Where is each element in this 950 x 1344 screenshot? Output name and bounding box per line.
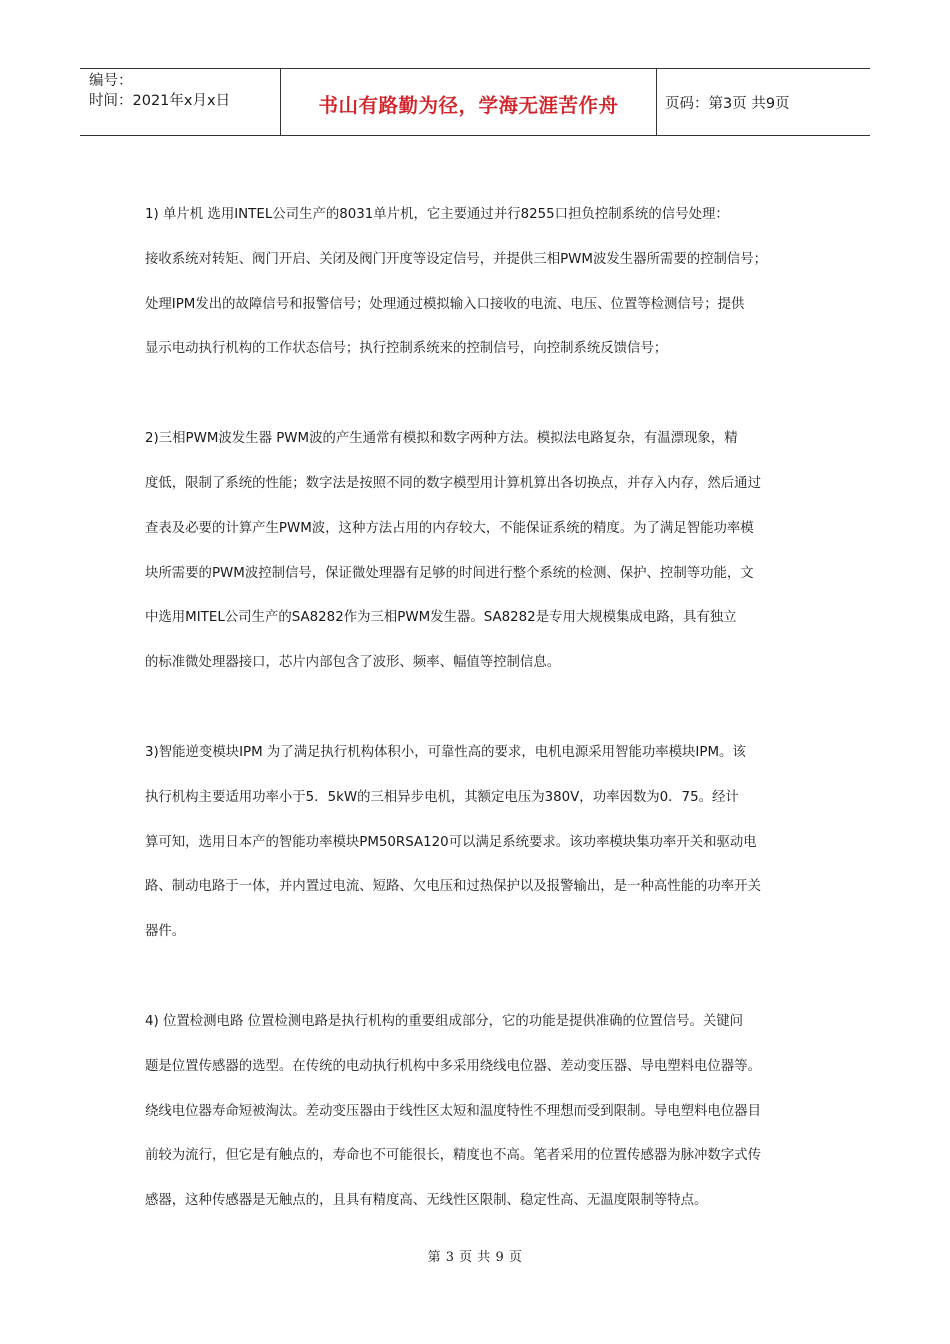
text-line: 块所需要的PWM波控制信号，保证微处理器有足够的时间进行整个系统的检测、保护、控制等功能，文 xyxy=(145,565,754,581)
document-number-label: 编号： xyxy=(89,73,133,89)
paragraph-microcontroller xyxy=(145,200,810,379)
page-footer: 第 3 页 共 9 页 xyxy=(427,1250,523,1265)
text-line: 绕线电位器寿命短被淘汰。差动变压器由于线性区太短和温度特性不理想而受到限制。导电塑料电位器目 xyxy=(145,1103,761,1119)
header-meta xyxy=(80,69,281,135)
document-body xyxy=(145,200,810,1276)
text-line: 中选用MITEL公司生产的SA8282作为三相PWM发生器。SA8282是专用大规模集成电路，具有独立 xyxy=(145,610,737,626)
text-line: 度低，限制了系统的性能；数字法是按照不同的数字模型用计算机算出各切换点，并存入内存，然后通过 xyxy=(145,475,761,491)
text-line: 接收系统对转矩、阀门开启、关闭及阀门开度等设定信号，并提供三相PWM波发生器所需要的控制信号； xyxy=(145,251,768,267)
text-line: 的标准微处理器接口，芯片内部包含了波形、频率、幅值等控制信息。 xyxy=(145,655,561,671)
document-time-label: 时间：2021年x月x日 xyxy=(89,93,231,109)
text-line: 路、制动电路于一体，并内置过电流、短路、欠电压和过热保护以及报警输出，是一种高性能的功率开关 xyxy=(145,879,761,895)
text-line: 执行机构主要适用功率小于5．5kW的三相异步电机，其额定电压为380V，功率因数为0．75。经计 xyxy=(145,789,739,805)
text-line: 器件。 xyxy=(145,924,186,940)
paragraph-pwm-generator xyxy=(145,424,810,693)
header-motto: 书山有路勤为径，学海无涯苦作舟 xyxy=(281,69,657,135)
text-line: 2)三相PWM波发生器 PWM波的产生通常有模拟和数字两种方法。模拟法电路复杂，有温漂现象，精 xyxy=(145,431,738,447)
paragraph-position-detection xyxy=(145,1007,810,1231)
text-line: 显示电动执行机构的工作状态信号；执行控制系统来的控制信号，向控制系统反馈信号； xyxy=(145,341,668,357)
text-line: 3)智能逆变模块IPM 为了满足执行机构体积小，可靠性高的要求，电机电源采用智能功率模块IPM。该 xyxy=(145,744,746,760)
header-page-info: 页码：第3页 共9页 xyxy=(665,95,790,112)
text-line: 算可知，选用日本产的智能功率模块PM50RSA120可以满足系统要求。该功率模块集功率开关和驱动电 xyxy=(145,834,757,850)
text-line: 感器，这种传感器是无触点的，且具有精度高、无线性区限制、稳定性高、无温度限制等特点。 xyxy=(145,1193,708,1209)
text-line: 4) 位置检测电路 位置检测电路是执行机构的重要组成部分，它的功能是提供准确的位置信号。关键问 xyxy=(145,1013,744,1029)
text-line: 处理IPM发出的故障信号和报警信号；处理通过模拟输入口接收的电流、电压、位置等检测信号；提供 xyxy=(145,296,745,312)
text-line: 1) 单片机 选用INTEL公司生产的8031单片机，它主要通过并行8255口担负控制系统的信号处理： xyxy=(145,207,729,222)
text-line: 前较为流行，但它是有触点的，寿命也不可能很长，精度也不高。笔者采用的位置传感器为脉冲数字式传 xyxy=(145,1148,761,1164)
paragraph-ipm-module xyxy=(145,738,810,962)
document-header xyxy=(80,68,870,136)
text-line: 查表及必要的计算产生PWM波，这种方法占用的内存较大，不能保证系统的精度。为了满足智能功率模 xyxy=(145,520,754,536)
text-line: 题是位置传感器的选型。在传统的电动执行机构中多采用绕线电位器、差动变压器、导电塑料电位器等。 xyxy=(145,1058,761,1074)
